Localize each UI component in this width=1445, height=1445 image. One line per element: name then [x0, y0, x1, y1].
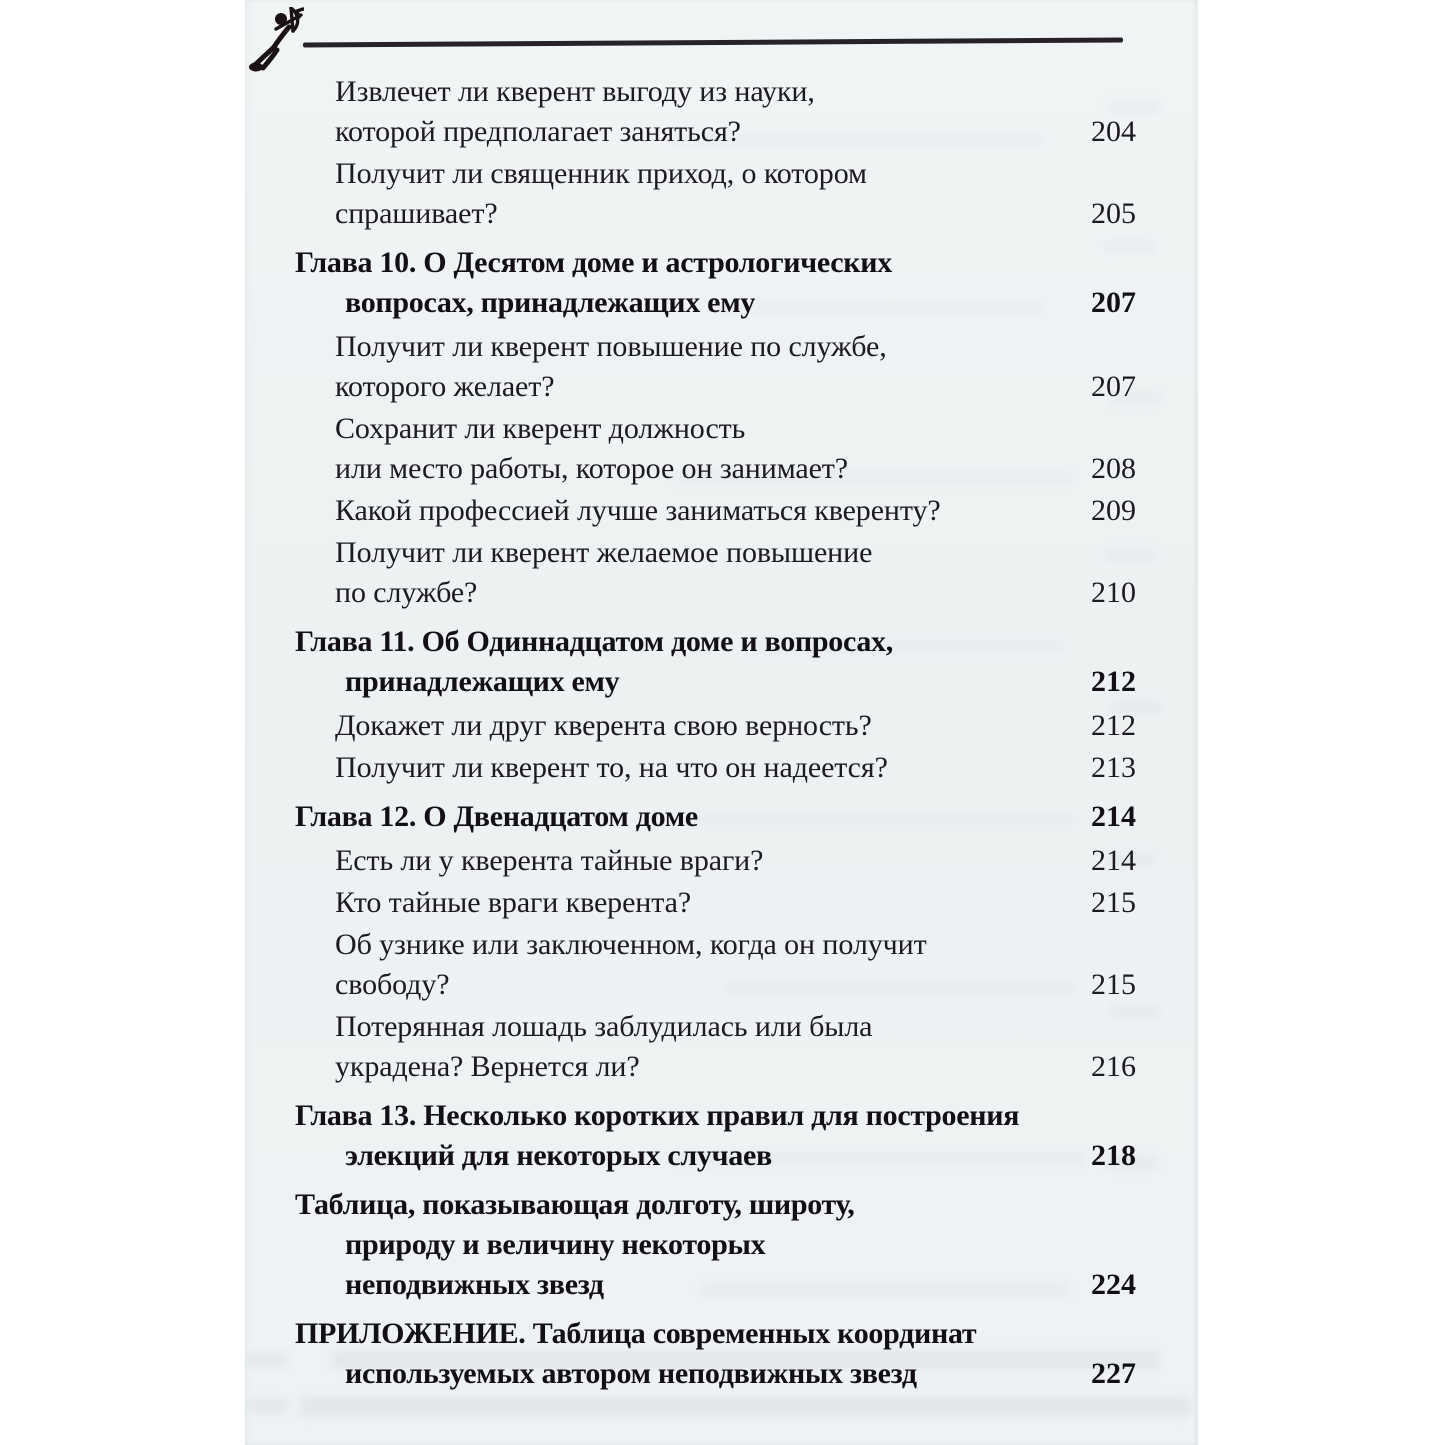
toc-entry [295, 748, 1136, 788]
toc-line: или место работы, которое он занимает? [335, 452, 849, 485]
toc-entry-text [295, 533, 1064, 613]
toc-line: Потерянная лошадь заблудилась или была [335, 1010, 873, 1043]
toc-line: принадлежащих ему [345, 665, 620, 698]
toc-entry-text [295, 925, 1064, 1005]
sagittarius-archer-ornament-icon [248, 7, 304, 73]
toc-entry [295, 1185, 1136, 1305]
toc-page-number: 216 [1091, 1050, 1136, 1083]
toc-line: элекций для некоторых случаев [345, 1139, 772, 1172]
toc-entry [295, 327, 1136, 407]
toc-line: Глава 12. О Двенадцатом доме [295, 800, 698, 833]
toc-entry-text [295, 243, 1064, 323]
toc-line: по службе? [335, 576, 478, 609]
toc-entry-text [295, 841, 1064, 881]
toc-entry [295, 883, 1136, 923]
toc-line: которой предполагает заняться? [335, 115, 741, 148]
toc-line: Есть ли у кверента тайные враги? [335, 844, 764, 877]
toc-line: ПРИЛОЖЕНИЕ. Таблица современных координат [295, 1317, 977, 1350]
toc-line: Извлечет ли кверент выгоду из науки, [335, 75, 815, 108]
toc-line: Получит ли кверент то, на что он надеется? [335, 751, 888, 784]
bleed-through-ghost [300, 1396, 1190, 1418]
toc-page-number: 213 [1091, 751, 1136, 784]
toc-line: используемых автором неподвижных звезд [345, 1357, 917, 1390]
toc-line: Об узнике или заключенном, когда он получит [335, 928, 927, 961]
book-page [245, 0, 1198, 1445]
toc-line: Получит ли кверент повышение по службе, [335, 330, 887, 363]
header-rule [303, 37, 1123, 47]
bleed-through-ghost [247, 1398, 289, 1414]
toc-entry-text [295, 1096, 1064, 1176]
toc-entry-text [295, 409, 1064, 489]
toc-entry-text [295, 706, 1064, 746]
toc-entry-text [295, 797, 1064, 837]
toc-entry-text [295, 1314, 1064, 1394]
toc-line: Глава 11. Об Одиннадцатом доме и вопросах, [295, 625, 893, 658]
toc-entry [295, 154, 1136, 234]
toc-line: неподвижных звезд [345, 1268, 604, 1301]
toc-page-number: 214 [1091, 800, 1136, 833]
toc-entry-text [295, 491, 1064, 531]
toc-line: Глава 10. О Десятом доме и астрологических [295, 246, 892, 279]
toc-entry [295, 925, 1136, 1005]
toc-entry-text [295, 1185, 1064, 1305]
toc-entry-text [295, 72, 1064, 152]
toc-line: природу и величину некоторых [345, 1228, 766, 1261]
toc-line: вопросах, принадлежащих ему [345, 286, 756, 319]
toc-line: Какой профессией лучше заниматься кверенту? [335, 494, 941, 527]
toc-line: спрашивает? [335, 197, 498, 230]
toc-entry [295, 533, 1136, 613]
toc-page-number: 208 [1091, 452, 1136, 485]
toc-line: Таблица, показывающая долготу, широту, [295, 1188, 855, 1221]
toc-line: Сохранит ли кверент должность [335, 412, 746, 445]
toc-line: Получит ли кверент желаемое повышение [335, 536, 873, 569]
toc-page-number: 207 [1091, 370, 1136, 403]
toc-line: Глава 13. Несколько коротких правил для построения [295, 1099, 1020, 1132]
toc-line: которого желает? [335, 370, 555, 403]
toc-entry [295, 243, 1136, 323]
toc-entry [295, 72, 1136, 152]
toc-entry [295, 797, 1136, 837]
toc-entry-text [295, 1007, 1064, 1087]
toc-page-number: 227 [1091, 1357, 1136, 1390]
toc-line: Кто тайные враги кверента? [335, 886, 692, 919]
toc-page-number: 204 [1091, 115, 1136, 148]
toc-page-number: 210 [1091, 576, 1136, 609]
toc-entry [295, 409, 1136, 489]
toc-line: свободу? [335, 968, 450, 1001]
toc-entry [295, 1314, 1136, 1394]
table-of-contents [295, 72, 1136, 1398]
toc-page-number: 207 [1091, 286, 1136, 319]
toc-page-number: 224 [1091, 1268, 1136, 1301]
toc-line: украдена? Вернется ли? [335, 1050, 640, 1083]
toc-entry-text [295, 154, 1064, 234]
toc-entry [295, 706, 1136, 746]
toc-page-number: 215 [1091, 968, 1136, 1001]
toc-entry-text [295, 327, 1064, 407]
toc-page-number: 212 [1091, 709, 1136, 742]
toc-entry-text [295, 748, 1064, 788]
toc-page-number: 215 [1091, 886, 1136, 919]
toc-page-number: 218 [1091, 1139, 1136, 1172]
toc-entry-text [295, 622, 1064, 702]
toc-entry [295, 841, 1136, 881]
toc-page-number: 212 [1091, 665, 1136, 698]
toc-line: Докажет ли друг кверента свою верность? [335, 709, 872, 742]
toc-entry-text [295, 883, 1064, 923]
toc-line: Получит ли священник приход, о котором [335, 157, 867, 190]
toc-page-number: 214 [1091, 844, 1136, 877]
toc-entry [295, 491, 1136, 531]
toc-entry [295, 1096, 1136, 1176]
toc-page-number: 209 [1091, 494, 1136, 527]
bleed-through-ghost [247, 1352, 289, 1368]
toc-page-number: 205 [1091, 197, 1136, 230]
toc-entry [295, 1007, 1136, 1087]
toc-entry [295, 622, 1136, 702]
